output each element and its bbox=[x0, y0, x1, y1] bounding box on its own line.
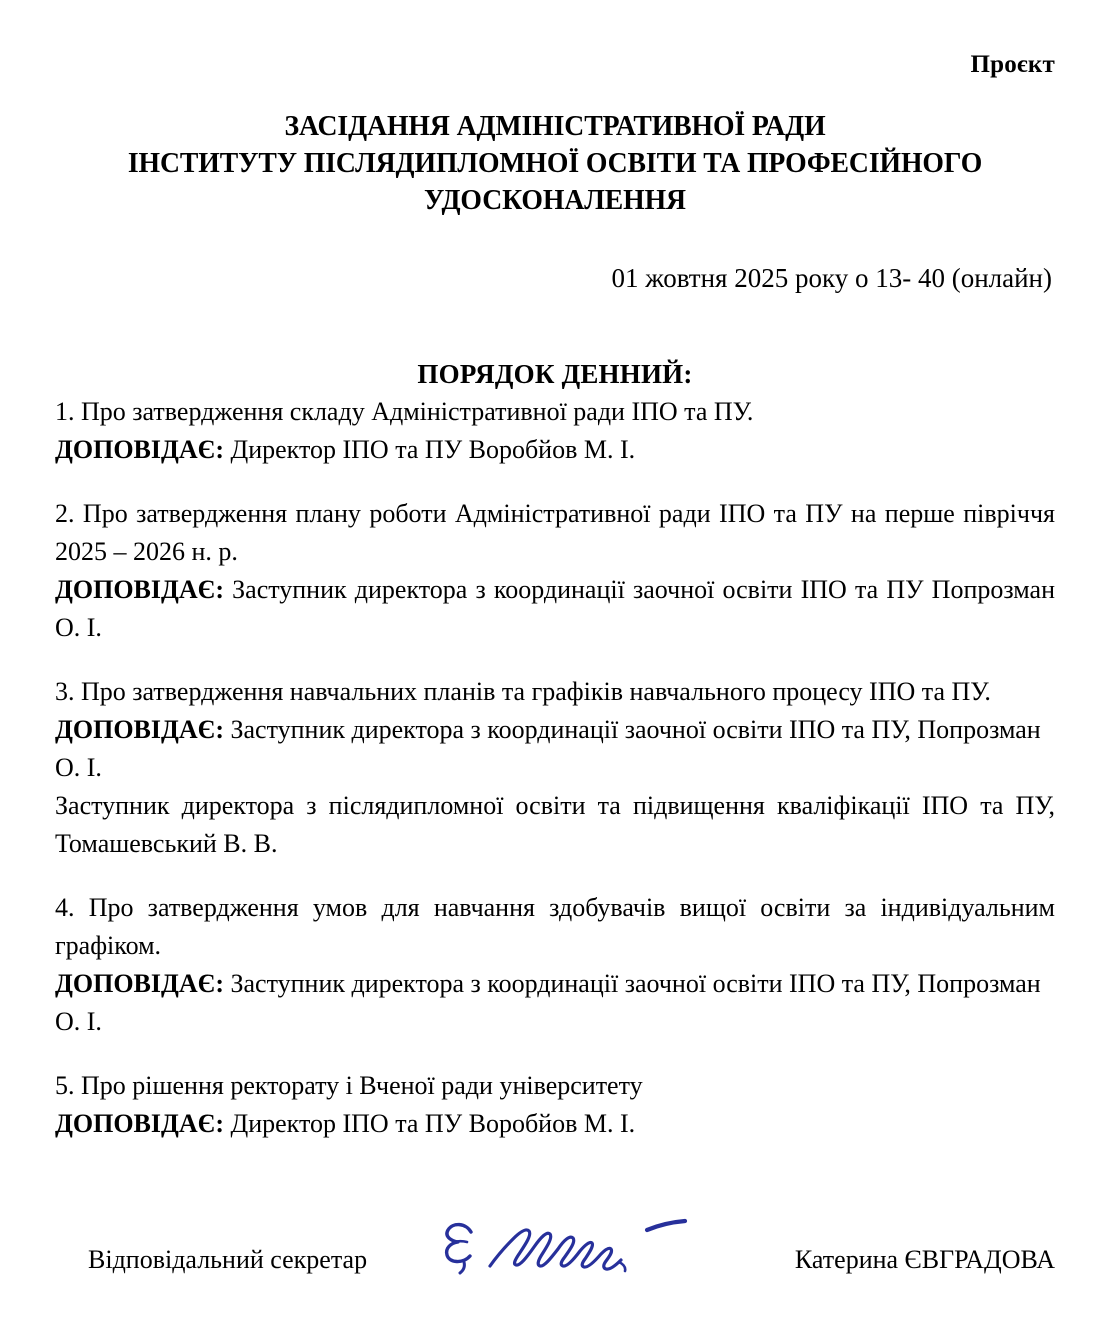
handwritten-signature-icon bbox=[433, 1204, 703, 1286]
agenda-item-reporter bbox=[55, 1105, 1055, 1143]
agenda-item bbox=[55, 673, 1055, 863]
reporter-name: Директор ІПО та ПУ Воробйов М. І. bbox=[230, 1109, 636, 1138]
agenda-item-reporter bbox=[55, 431, 1055, 469]
page-title-line-2: ІНСТИТУТУ ПІСЛЯДИПЛОМНОЇ ОСВІТИ ТА ПРОФЕСІЙНОГО bbox=[127, 147, 983, 179]
agenda-item bbox=[55, 495, 1055, 647]
reporter-name: Заступник директора з координації заочної освіти ІПО та ПУ, Попрозман О. І. bbox=[55, 715, 1041, 782]
reporter-name: Заступник директора з координації заочної освіти ІПО та ПУ Попрозман О. І. bbox=[55, 575, 1055, 642]
agenda-item-question: 5. Про рішення ректорату і Вченої ради університету bbox=[55, 1071, 643, 1100]
reporter-name: Заступник директора з координації заочної освіти ІПО та ПУ, Попрозман О. І. bbox=[55, 969, 1041, 1036]
agenda-list bbox=[55, 393, 1055, 1143]
agenda-item-reporter bbox=[55, 711, 1055, 787]
reporter-label: ДОПОВІДАЄ: bbox=[55, 575, 224, 604]
signature-block bbox=[55, 1200, 1055, 1290]
reporter-label: ДОПОВІДАЄ: bbox=[55, 435, 224, 464]
page-title bbox=[78, 108, 1033, 219]
agenda-item-question: 1. Про затвердження складу Адміністративної ради ІПО та ПУ. bbox=[55, 397, 754, 426]
reporter-label: ДОПОВІДАЄ: bbox=[55, 969, 224, 998]
agenda-item bbox=[55, 393, 1055, 469]
agenda-item-reporter bbox=[55, 571, 1055, 647]
agenda-item-reporter-secondary: Заступник директора з післядипломної освіти та підвищення кваліфікації ІПО та ПУ, Томашевський В. В. bbox=[55, 791, 1055, 858]
agenda-item-question: 4. Про затвердження умов для навчання здобувачів вищої освіти за індивідуальним графіком. bbox=[55, 893, 1055, 960]
agenda-item bbox=[55, 889, 1055, 1041]
agenda-item-question: 3. Про затвердження навчальних планів та графіків навчального процесу ІПО та ПУ. bbox=[55, 677, 991, 706]
agenda-item bbox=[55, 1067, 1055, 1143]
reporter-label: ДОПОВІДАЄ: bbox=[55, 715, 224, 744]
agenda-item-question: 2. Про затвердження плану роботи Адміністративної ради ІПО та ПУ на перше півріччя 2025 – 2026 н. р. bbox=[55, 499, 1055, 566]
document-kind-label: Проєкт bbox=[970, 51, 1055, 78]
agenda-heading: ПОРЯДОК ДЕННИЙ: bbox=[417, 359, 693, 389]
meeting-datetime: 01 жовтня 2025 року о 13- 40 (онлайн) bbox=[611, 263, 1052, 293]
reporter-label: ДОПОВІДАЄ: bbox=[55, 1109, 224, 1138]
page-title-line-1: ЗАСІДАННЯ АДМІНІСТРАТИВНОЇ РАДИ bbox=[284, 110, 826, 142]
signature-role: Відповідальний секретар bbox=[88, 1245, 368, 1274]
agenda-item-reporter bbox=[55, 965, 1055, 1041]
signature-name: Катерина ЄВГРАДОВА bbox=[794, 1245, 1055, 1274]
page-title-line-3: УДОСКОНАЛЕННЯ bbox=[424, 184, 686, 216]
reporter-name: Директор ІПО та ПУ Воробйов М. І. bbox=[230, 435, 636, 464]
